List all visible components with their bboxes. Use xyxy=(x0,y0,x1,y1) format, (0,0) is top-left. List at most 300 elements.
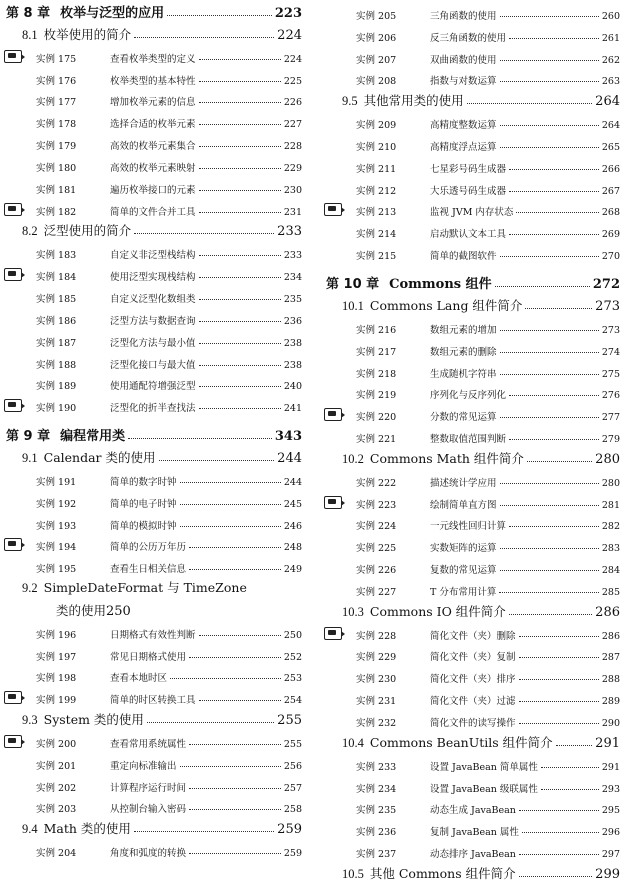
section-heading[interactable] xyxy=(326,445,620,467)
section-heading[interactable] xyxy=(326,292,620,314)
example-entry[interactable] xyxy=(6,772,302,794)
example-page-number: 276 xyxy=(601,390,620,402)
example-entry[interactable] xyxy=(326,576,620,598)
example-page-number: 282 xyxy=(601,521,620,533)
example-title: 查看枚举类型的定义 xyxy=(110,53,196,65)
example-page-number: 226 xyxy=(283,97,302,109)
example-page-number: 236 xyxy=(283,315,302,327)
example-title: 使用泛型实现栈结构 xyxy=(110,272,196,284)
video-icon xyxy=(4,268,22,281)
example-page-number: 286 xyxy=(601,630,620,642)
example-entry[interactable] xyxy=(6,684,302,706)
example-entry[interactable] xyxy=(326,240,620,262)
example-entry[interactable] xyxy=(326,109,620,131)
example-page-number: 245 xyxy=(283,498,302,510)
toc-right-column xyxy=(326,0,620,882)
dot-leader xyxy=(509,439,599,440)
section-heading[interactable] xyxy=(6,815,302,837)
example-page-number: 250 xyxy=(283,629,302,641)
dot-leader xyxy=(134,831,274,832)
example-number: 实例 229 xyxy=(356,652,397,664)
example-page-number: 254 xyxy=(283,695,302,707)
example-page-number: 244 xyxy=(283,476,302,488)
example-number: 实例 236 xyxy=(356,827,397,839)
example-number: 实例 235 xyxy=(356,805,397,817)
example-title: 简单的模拟时钟 xyxy=(110,520,177,532)
example-entry[interactable] xyxy=(326,751,620,773)
example-entry[interactable] xyxy=(6,283,302,305)
example-title: 简单的时区转换工具 xyxy=(110,695,196,707)
dot-leader xyxy=(134,233,274,234)
example-title: 查看本地时区 xyxy=(110,673,168,685)
dot-leader xyxy=(500,505,599,506)
example-entry[interactable] xyxy=(6,728,302,750)
example-entry[interactable] xyxy=(6,837,302,859)
dot-leader xyxy=(500,125,599,126)
example-entry[interactable] xyxy=(6,750,302,772)
example-entry[interactable] xyxy=(6,488,302,510)
section-heading[interactable] xyxy=(326,87,620,109)
section-title: Calendar 类的使用 xyxy=(43,450,156,466)
example-number: 实例 177 xyxy=(36,97,77,109)
example-entry[interactable] xyxy=(326,44,620,66)
section-heading-line2 xyxy=(22,597,302,619)
example-number: 实例 202 xyxy=(36,782,77,794)
example-title: 监视 JVM 内存状态 xyxy=(430,207,514,219)
dot-leader xyxy=(199,277,281,278)
section-title: Commons BeanUtils 组件简介 xyxy=(369,734,553,750)
chapter-label: 第 8 章 xyxy=(6,6,51,21)
example-page-number: 268 xyxy=(601,207,620,219)
example-entry[interactable] xyxy=(326,489,620,511)
example-number: 实例 234 xyxy=(356,783,397,795)
example-page-number: 270 xyxy=(601,251,620,263)
example-title: 数组元素的删除 xyxy=(430,346,497,358)
dot-leader xyxy=(509,614,592,615)
example-page-number: 241 xyxy=(283,403,302,415)
chapter-heading[interactable] xyxy=(326,271,620,292)
chapter-heading[interactable] xyxy=(6,0,302,21)
example-entry[interactable] xyxy=(326,380,620,402)
dot-leader xyxy=(199,635,281,636)
video-icon xyxy=(324,627,342,640)
example-number: 实例 193 xyxy=(36,520,77,532)
dot-leader xyxy=(500,60,599,61)
example-title: 从控制台输入密码 xyxy=(110,804,187,816)
toc-spacer xyxy=(326,262,620,271)
example-entry[interactable] xyxy=(6,392,302,414)
example-page-number: 235 xyxy=(283,293,302,305)
example-number: 实例 190 xyxy=(36,403,77,415)
dot-leader xyxy=(199,168,281,169)
example-entry[interactable] xyxy=(6,371,302,393)
dot-leader xyxy=(509,234,599,235)
example-page-number: 297 xyxy=(601,849,620,861)
dot-leader xyxy=(519,854,599,855)
dot-leader xyxy=(500,256,599,257)
dot-leader xyxy=(189,547,281,548)
example-page-number: 238 xyxy=(283,359,302,371)
dot-leader xyxy=(527,461,592,462)
dot-leader xyxy=(509,169,599,170)
example-number: 实例 189 xyxy=(36,381,77,393)
video-icon xyxy=(4,50,22,63)
example-title: 分数的常见运算 xyxy=(430,412,497,424)
dot-leader xyxy=(500,352,599,353)
example-entry[interactable] xyxy=(6,327,302,349)
dot-leader xyxy=(199,386,281,387)
example-entry[interactable] xyxy=(326,358,620,380)
example-number: 实例 203 xyxy=(36,804,77,816)
section-title: Math 类的使用 xyxy=(43,821,131,837)
dot-leader xyxy=(495,286,590,287)
example-number: 实例 201 xyxy=(36,760,77,772)
example-title: 反三角函数的使用 xyxy=(430,32,507,44)
section-title: 枚举使用的简介 xyxy=(43,26,132,42)
section-number: 10.1 xyxy=(342,298,364,313)
example-entry[interactable] xyxy=(326,197,620,219)
section-page-number: 291 xyxy=(595,735,620,751)
dot-leader xyxy=(519,657,599,658)
example-page-number: 266 xyxy=(601,163,620,175)
section-number: 9.1 xyxy=(22,451,38,466)
example-number: 实例 223 xyxy=(356,499,397,511)
example-page-number: 252 xyxy=(283,651,302,663)
example-title: 重定向标准输出 xyxy=(110,760,177,772)
example-entry[interactable] xyxy=(326,131,620,153)
example-number: 实例 188 xyxy=(36,359,77,371)
example-number: 实例 184 xyxy=(36,272,77,284)
example-number: 实例 221 xyxy=(356,434,397,446)
example-title: 增加枚举元素的信息 xyxy=(110,97,196,109)
dot-leader xyxy=(499,592,599,593)
example-number: 实例 222 xyxy=(356,477,397,489)
example-title: 简单的文件合并工具 xyxy=(110,206,196,218)
example-title: 计算程序运行时间 xyxy=(110,782,187,794)
section-number: 9.5 xyxy=(342,94,358,109)
section-page-number: 273 xyxy=(595,298,620,314)
example-entry[interactable] xyxy=(326,816,620,838)
example-number: 实例 197 xyxy=(36,651,77,663)
example-entry[interactable] xyxy=(6,794,302,816)
example-number: 实例 219 xyxy=(356,390,397,402)
section-number: 10.2 xyxy=(342,451,364,466)
example-number: 实例 178 xyxy=(36,119,77,131)
dot-leader xyxy=(541,767,599,768)
example-number: 实例 181 xyxy=(36,184,77,196)
example-entry[interactable] xyxy=(326,423,620,445)
example-title: 简单的电子时钟 xyxy=(110,498,177,510)
section-heading[interactable] xyxy=(6,444,302,466)
example-entry[interactable] xyxy=(6,108,302,130)
section-number: 10.3 xyxy=(342,604,364,619)
example-page-number: 287 xyxy=(601,652,620,664)
example-entry[interactable] xyxy=(326,642,620,664)
example-entry[interactable] xyxy=(326,838,620,860)
example-entry[interactable] xyxy=(326,532,620,554)
example-title: 指数与对数运算 xyxy=(430,76,497,88)
example-number: 实例 182 xyxy=(36,206,77,218)
dot-leader xyxy=(509,526,599,527)
example-title: 查看常用系统属性 xyxy=(110,738,187,750)
section-heading[interactable] xyxy=(6,575,302,619)
section-page-number: 299 xyxy=(595,866,620,882)
example-title: 简化文件（夹）复制 xyxy=(430,652,516,664)
dot-leader xyxy=(147,722,274,723)
dot-leader xyxy=(180,766,281,767)
example-number: 实例 214 xyxy=(356,229,397,241)
example-page-number: 253 xyxy=(283,673,302,685)
section-heading[interactable] xyxy=(326,598,620,620)
dot-leader xyxy=(199,321,281,322)
example-page-number: 267 xyxy=(601,185,620,197)
example-number: 实例 179 xyxy=(36,141,77,153)
section-page-number: 259 xyxy=(277,822,302,838)
example-title: 使用通配符增强泛型 xyxy=(110,381,196,393)
example-title: 设置 JavaBean 简单属性 xyxy=(430,761,538,773)
example-title: 简单的截图软件 xyxy=(430,251,497,263)
example-page-number: 290 xyxy=(601,718,620,729)
example-title: 七星彩号码生成器 xyxy=(430,163,507,175)
example-entry[interactable] xyxy=(6,349,302,371)
dot-leader xyxy=(500,374,599,375)
dot-leader xyxy=(500,147,599,148)
example-page-number: 261 xyxy=(601,32,620,44)
example-number: 实例 180 xyxy=(36,162,77,174)
example-number: 实例 192 xyxy=(36,498,77,510)
example-page-number: 289 xyxy=(601,696,620,708)
dot-leader xyxy=(467,103,593,104)
example-page-number: 285 xyxy=(601,586,620,598)
example-entry[interactable] xyxy=(326,685,620,707)
section-page-number: 255 xyxy=(277,713,302,729)
section-number: 8.2 xyxy=(22,224,38,239)
example-entry[interactable] xyxy=(6,65,302,87)
example-number: 实例 191 xyxy=(36,476,77,488)
example-entry[interactable] xyxy=(326,336,620,358)
video-icon xyxy=(4,399,22,412)
example-number: 实例 211 xyxy=(356,163,397,175)
example-entry[interactable] xyxy=(6,466,302,488)
example-entry[interactable] xyxy=(326,511,620,533)
example-entry[interactable] xyxy=(6,130,302,152)
dot-leader xyxy=(134,37,274,38)
example-page-number: 284 xyxy=(601,565,620,577)
dot-leader xyxy=(519,810,599,811)
example-number: 实例 215 xyxy=(356,251,397,263)
dot-leader xyxy=(500,417,599,418)
example-title: 自定义非泛型栈结构 xyxy=(110,250,196,262)
dot-leader xyxy=(199,212,281,213)
example-title: 简单的公历万年历 xyxy=(110,542,187,554)
chapter-heading[interactable] xyxy=(6,423,302,444)
dot-leader xyxy=(199,146,281,147)
example-page-number: 279 xyxy=(601,434,620,446)
dot-leader xyxy=(500,81,599,82)
section-heading[interactable] xyxy=(326,729,620,751)
example-title: 高精度整数运算 xyxy=(430,120,497,132)
chapter-page-number: 223 xyxy=(274,6,302,21)
example-title: 高效的枚举元素映射 xyxy=(110,162,196,174)
dot-leader xyxy=(519,723,599,724)
example-number: 实例 228 xyxy=(356,630,397,642)
example-page-number: 228 xyxy=(283,141,302,153)
dot-leader xyxy=(180,526,281,527)
example-entry[interactable] xyxy=(6,152,302,174)
example-entry[interactable] xyxy=(326,314,620,336)
toc-spacer xyxy=(6,414,302,423)
section-number: 9.4 xyxy=(22,822,38,837)
example-page-number: 229 xyxy=(283,162,302,174)
dot-leader xyxy=(500,16,599,17)
section-title: 泛型使用的简介 xyxy=(43,223,132,239)
example-entry[interactable] xyxy=(6,196,302,218)
example-entry[interactable] xyxy=(326,773,620,795)
dot-leader xyxy=(170,678,281,679)
example-page-number: 281 xyxy=(601,499,620,511)
example-entry[interactable] xyxy=(6,532,302,554)
example-title: 枚举类型的基本特性 xyxy=(110,75,196,87)
example-number: 实例 186 xyxy=(36,315,77,327)
example-entry[interactable] xyxy=(6,43,302,65)
section-heading[interactable] xyxy=(6,218,302,240)
example-entry[interactable] xyxy=(6,510,302,532)
example-entry[interactable] xyxy=(6,641,302,663)
example-title: 三角函数的使用 xyxy=(430,10,497,22)
dot-leader xyxy=(500,548,599,549)
dot-leader xyxy=(199,408,281,409)
dot-leader xyxy=(199,102,281,103)
example-title: 复制 JavaBean 属性 xyxy=(430,827,519,839)
example-title: T 分布常用计算 xyxy=(430,586,497,598)
chapter-page-number: 272 xyxy=(592,277,620,293)
video-icon xyxy=(4,735,22,748)
example-number: 实例 176 xyxy=(36,75,77,87)
example-title: 生成随机字符串 xyxy=(430,368,497,380)
dot-leader xyxy=(199,124,281,125)
example-entry[interactable] xyxy=(326,218,620,240)
example-number: 实例 212 xyxy=(356,185,397,197)
example-page-number: 274 xyxy=(601,346,620,358)
example-page-number: 256 xyxy=(283,760,302,772)
example-title: 查看生日相关信息 xyxy=(110,564,187,576)
example-number: 实例 175 xyxy=(36,53,77,65)
example-page-number: 249 xyxy=(283,564,302,576)
example-title: 简化文件（夹）过滤 xyxy=(430,696,516,708)
dot-leader xyxy=(199,700,281,701)
example-entry[interactable] xyxy=(326,0,620,22)
example-number: 实例 196 xyxy=(36,629,77,641)
chapter-title: 枚举与泛型的应用 xyxy=(60,6,165,21)
example-entry[interactable] xyxy=(6,553,302,575)
example-entry[interactable] xyxy=(326,620,620,642)
section-page-number: 233 xyxy=(277,224,302,240)
dot-leader xyxy=(159,460,275,461)
example-page-number: 238 xyxy=(283,337,302,349)
example-entry[interactable] xyxy=(326,663,620,685)
dot-leader xyxy=(500,330,599,331)
example-number: 实例 225 xyxy=(356,543,397,555)
example-entry[interactable] xyxy=(6,87,302,109)
example-number: 实例 232 xyxy=(356,718,397,729)
example-page-number: 265 xyxy=(601,141,620,153)
example-title: 高精度浮点运算 xyxy=(430,141,497,153)
example-title: 高效的枚举元素集合 xyxy=(110,141,196,153)
section-number: 10.4 xyxy=(342,735,364,750)
example-entry[interactable] xyxy=(6,663,302,685)
example-entry[interactable] xyxy=(326,554,620,576)
example-number: 实例 206 xyxy=(356,32,397,44)
example-title: 绘制简单直方图 xyxy=(430,499,497,511)
example-number: 实例 209 xyxy=(356,120,397,132)
example-entry[interactable] xyxy=(326,153,620,175)
dot-leader xyxy=(199,190,281,191)
section-number: 9.3 xyxy=(22,713,38,728)
example-number: 实例 194 xyxy=(36,542,77,554)
dot-leader xyxy=(509,395,599,396)
example-title: 泛型化的折半查找法 xyxy=(110,403,196,415)
example-entry[interactable] xyxy=(326,175,620,197)
video-icon xyxy=(4,691,22,704)
example-entry[interactable] xyxy=(326,22,620,44)
example-page-number: 231 xyxy=(283,206,302,218)
example-page-number: 269 xyxy=(601,229,620,241)
example-number: 实例 216 xyxy=(356,324,397,336)
dot-leader xyxy=(189,657,281,658)
section-title: System 类的使用 xyxy=(43,712,144,728)
example-page-number: 280 xyxy=(601,477,620,489)
video-icon xyxy=(324,203,342,216)
dot-leader xyxy=(199,255,281,256)
dot-leader xyxy=(500,570,599,571)
section-heading[interactable] xyxy=(6,21,302,43)
example-entry[interactable] xyxy=(6,174,302,196)
example-entry[interactable] xyxy=(6,619,302,641)
example-entry[interactable] xyxy=(6,261,302,283)
section-heading-line1 xyxy=(22,575,302,597)
dot-leader xyxy=(500,483,599,484)
example-number: 实例 207 xyxy=(356,54,397,66)
chapter-page-number: 343 xyxy=(274,429,302,445)
example-number: 实例 230 xyxy=(356,674,397,686)
section-number: 8.1 xyxy=(22,27,38,42)
example-title: 大乐透号码生成器 xyxy=(430,185,507,197)
example-title: 简化文件（夹）排序 xyxy=(430,674,516,686)
example-page-number: 260 xyxy=(601,10,620,22)
example-title: 自定义泛型化数组类 xyxy=(110,293,196,305)
example-entry[interactable] xyxy=(326,707,620,729)
example-entry[interactable] xyxy=(326,467,620,489)
example-page-number: 246 xyxy=(283,520,302,532)
example-page-number: 258 xyxy=(283,804,302,816)
example-entry[interactable] xyxy=(326,66,620,88)
example-entry[interactable] xyxy=(326,795,620,817)
section-heading[interactable] xyxy=(326,860,620,882)
example-number: 实例 210 xyxy=(356,141,397,153)
example-page-number: 262 xyxy=(601,54,620,66)
chapter-title: 编程常用类 xyxy=(60,429,126,445)
example-number: 实例 185 xyxy=(36,293,77,305)
chapter-title: Commons 组件 xyxy=(389,277,492,293)
section-title-line1: SimpleDateFormat 与 TimeZone xyxy=(43,580,247,596)
example-title: 选择合适的枚举元素 xyxy=(110,119,196,131)
example-entry[interactable] xyxy=(6,239,302,261)
video-icon xyxy=(324,408,342,421)
example-entry[interactable] xyxy=(326,401,620,423)
example-page-number: 264 xyxy=(601,120,620,132)
example-entry[interactable] xyxy=(6,305,302,327)
section-heading[interactable] xyxy=(6,706,302,728)
